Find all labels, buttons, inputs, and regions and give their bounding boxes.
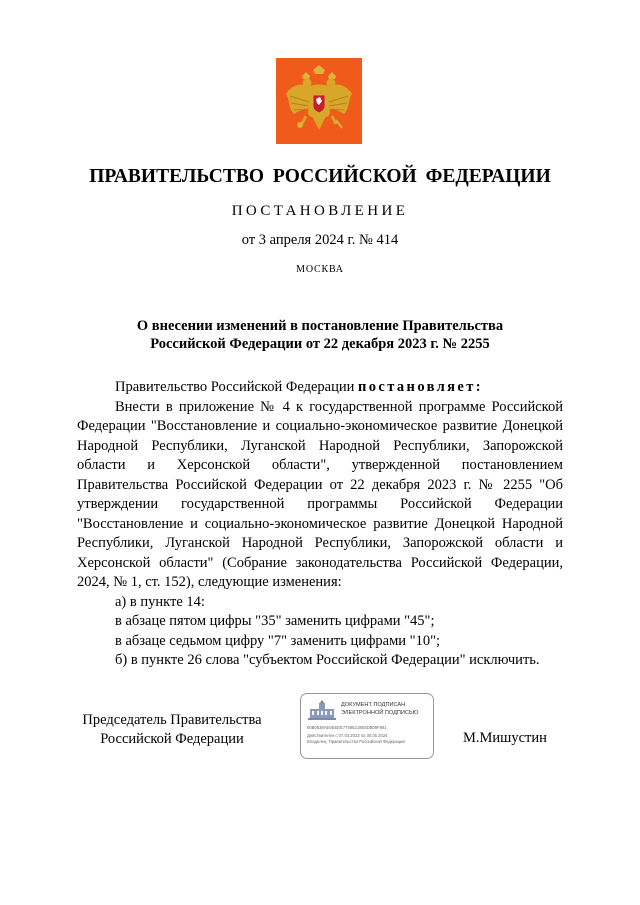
list-item: в абзаце седьмом цифру "7" заменить цифрами "10"; — [115, 632, 441, 649]
list-item: в абзаце пятом цифры "35" заменить цифрами "45"; — [115, 613, 435, 629]
stamp-title-line-2: ЭЛЕКТРОННОЙ ПОДПИСЬЮ — [341, 710, 419, 716]
intro-text: Правительство Российской Федерации — [115, 379, 358, 395]
decree-keyword: постановляет: — [357, 379, 484, 395]
intro-paragraph — [77, 378, 563, 398]
certificate-validity: Действителен с 07.03.2023 по 30.05.2024 — [307, 733, 388, 738]
list-item: б) в пункте 26 слова "субъектом Российской Федерации" исключить. — [115, 652, 540, 668]
document-body — [77, 378, 563, 671]
stamp-title-line-1: ДОКУМЕНТ ПОДПИСАН — [341, 702, 406, 708]
signatory-position — [72, 711, 272, 749]
electronic-signature-stamp — [300, 693, 434, 759]
certificate-owner: Владелец: Правительство Российской Федерации — [307, 739, 405, 744]
subject-line-1: О внесении изменений в постановление Правительства — [136, 318, 504, 334]
government-title: ПРАВИТЕЛЬСТВО РОССИЙСКОЙ ФЕДЕРАЦИИ — [89, 166, 551, 187]
certificate-number: 00B0638AE6EEEE77596219E8DB09F881 — [307, 725, 387, 730]
coat-of-arms-emblem — [276, 58, 362, 144]
kremlin-building-icon — [307, 699, 337, 721]
document-subject — [100, 317, 540, 353]
signatory-name: М.Мишустин — [463, 730, 547, 746]
document-date-number: от 3 апреля 2024 г. № 414 — [241, 232, 399, 248]
position-line-2: Российской Федерации — [100, 731, 244, 747]
list-item: а) в пункте 14: — [115, 593, 205, 610]
position-line-1: Председатель Правительства — [82, 712, 262, 728]
document-city: МОСКВА — [296, 264, 344, 275]
document-type: ПОСТАНОВЛЕНИЕ — [231, 203, 409, 219]
double-headed-eagle-icon — [276, 58, 362, 144]
subject-line-2: Российской Федерации от 22 декабря 2023 г. № 2255 — [150, 336, 490, 352]
main-paragraph: Внести в приложение № 4 к государственной программе Российской Федерации "Восстановление и социально-экономическое развитие Донецкой Народной Республики, Луганской Народной Республики, Запорожской области и Херсонской области", утвержденной постановлением Правительства Российской Федерации от 22 декабря 2023 г. № 2255 "Об утверждении государственной программы Российской Федерации "Восстановление и социально-экономическое развитие Донецкой Народной Республики, Луганской Народной Республики, Запорожской области и Херсонской области" (Собрание законодательства Российской Федерации, 2024, № 1, ст. 152), следующие изменения: — [77, 398, 563, 590]
